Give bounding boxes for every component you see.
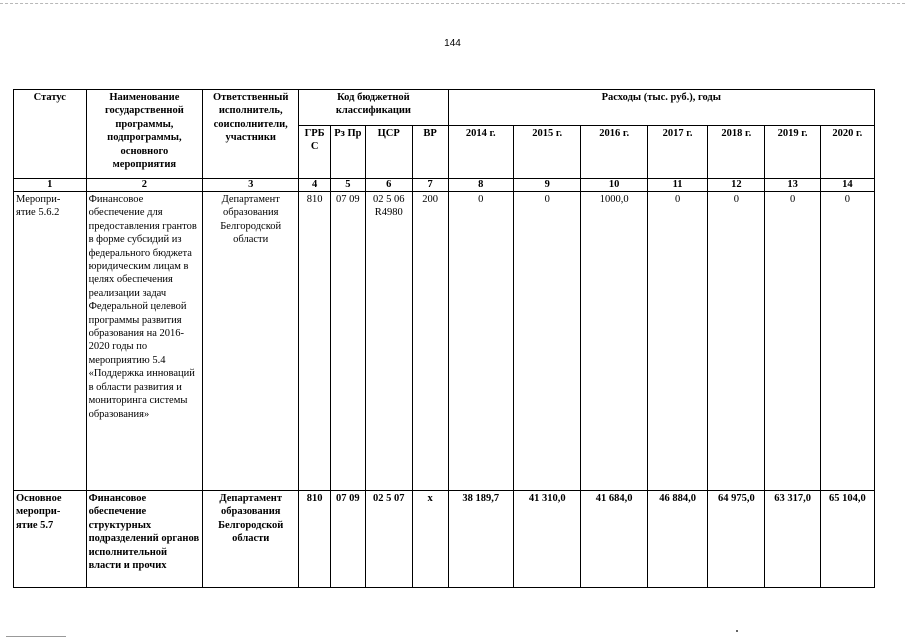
row-rzpr: 07 09 (330, 192, 365, 491)
column-number: 6 (365, 179, 412, 192)
header-status: Статус (14, 90, 87, 179)
table-row (14, 491, 875, 588)
header-row-1 (14, 90, 875, 126)
column-number: 1 (14, 179, 87, 192)
table-row (14, 192, 875, 491)
header-responsible: Ответственный исполнитель, соисполнители, участники (203, 90, 299, 179)
row-name: Финансовое обеспечение для предоставления грантов в форме субсидий из федерального бюджета юридическим лицам в целях обеспечения реализации задач Федеральной целевой программы развития образования на 2016-2020 годы по мероприятию 5.4 «Поддержка инноваций в области развития и мониторинга системы образования» (86, 192, 203, 491)
row-grbs: 810 (299, 192, 331, 491)
row-status: Основное меропри- ятие 5.7 (14, 491, 87, 588)
header-year-2015: 2015 г. (513, 126, 580, 179)
row-name: Финансовое обеспечение структурных подразделений органов исполнительной власти и прочих (86, 491, 203, 588)
row-vr: х (412, 491, 448, 588)
row-value-2016: 1000,0 (581, 192, 647, 491)
column-number: 5 (330, 179, 365, 192)
row-value-2015: 0 (513, 192, 580, 491)
header-year-2018: 2018 г. (708, 126, 765, 179)
row-responsible: Департамент образования Белгородской области (203, 491, 299, 588)
row-status: Меропри- ятие 5.6.2 (14, 192, 87, 491)
column-number: 2 (86, 179, 203, 192)
header-name: Наименование государственной программы, подпрограммы, основного мероприятия (86, 90, 203, 179)
row-value-2019: 63 317,0 (765, 491, 820, 588)
budget-table (13, 89, 875, 588)
header-year-2019: 2019 г. (765, 126, 820, 179)
header-budget-code: Код бюджетной классификации (299, 90, 448, 126)
row-value-2018: 64 975,0 (708, 491, 765, 588)
page-number: 144 (444, 38, 461, 49)
row-value-2014: 38 189,7 (448, 491, 513, 588)
column-number: 7 (412, 179, 448, 192)
row-csr: 02 5 06 R4980 (365, 192, 412, 491)
row-value-2020: 65 104,0 (820, 491, 874, 588)
header-vr: ВР (412, 126, 448, 179)
column-number: 10 (581, 179, 647, 192)
column-number: 3 (203, 179, 299, 192)
row-value-2019: 0 (765, 192, 820, 491)
row-value-2017: 46 884,0 (647, 491, 707, 588)
header-year-2020: 2020 г. (820, 126, 874, 179)
header-year-2016: 2016 г. (581, 126, 647, 179)
scan-dot (736, 630, 738, 632)
column-number: 14 (820, 179, 874, 192)
row-value-2015: 41 310,0 (513, 491, 580, 588)
row-vr: 200 (412, 192, 448, 491)
column-number: 11 (647, 179, 707, 192)
column-number-row (14, 179, 875, 192)
column-number: 4 (299, 179, 331, 192)
row-value-2017: 0 (647, 192, 707, 491)
row-csr: 02 5 07 (365, 491, 412, 588)
header-grbs: ГРБ С (299, 126, 331, 179)
column-number: 12 (708, 179, 765, 192)
top-dashed-rule (0, 3, 905, 4)
row-grbs: 810 (299, 491, 331, 588)
header-year-2014: 2014 г. (448, 126, 513, 179)
bottom-rule (6, 636, 66, 637)
row-value-2016: 41 684,0 (581, 491, 647, 588)
column-number: 9 (513, 179, 580, 192)
column-number: 8 (448, 179, 513, 192)
row-value-2020: 0 (820, 192, 874, 491)
header-expenses: Расходы (тыс. руб.), годы (448, 90, 874, 126)
header-rzpr: Рз Пр (330, 126, 365, 179)
header-csr: ЦСР (365, 126, 412, 179)
row-value-2014: 0 (448, 192, 513, 491)
row-responsible: Департамент образования Белгородской области (203, 192, 299, 491)
header-year-2017: 2017 г. (647, 126, 707, 179)
row-value-2018: 0 (708, 192, 765, 491)
column-number: 13 (765, 179, 820, 192)
row-rzpr: 07 09 (330, 491, 365, 588)
